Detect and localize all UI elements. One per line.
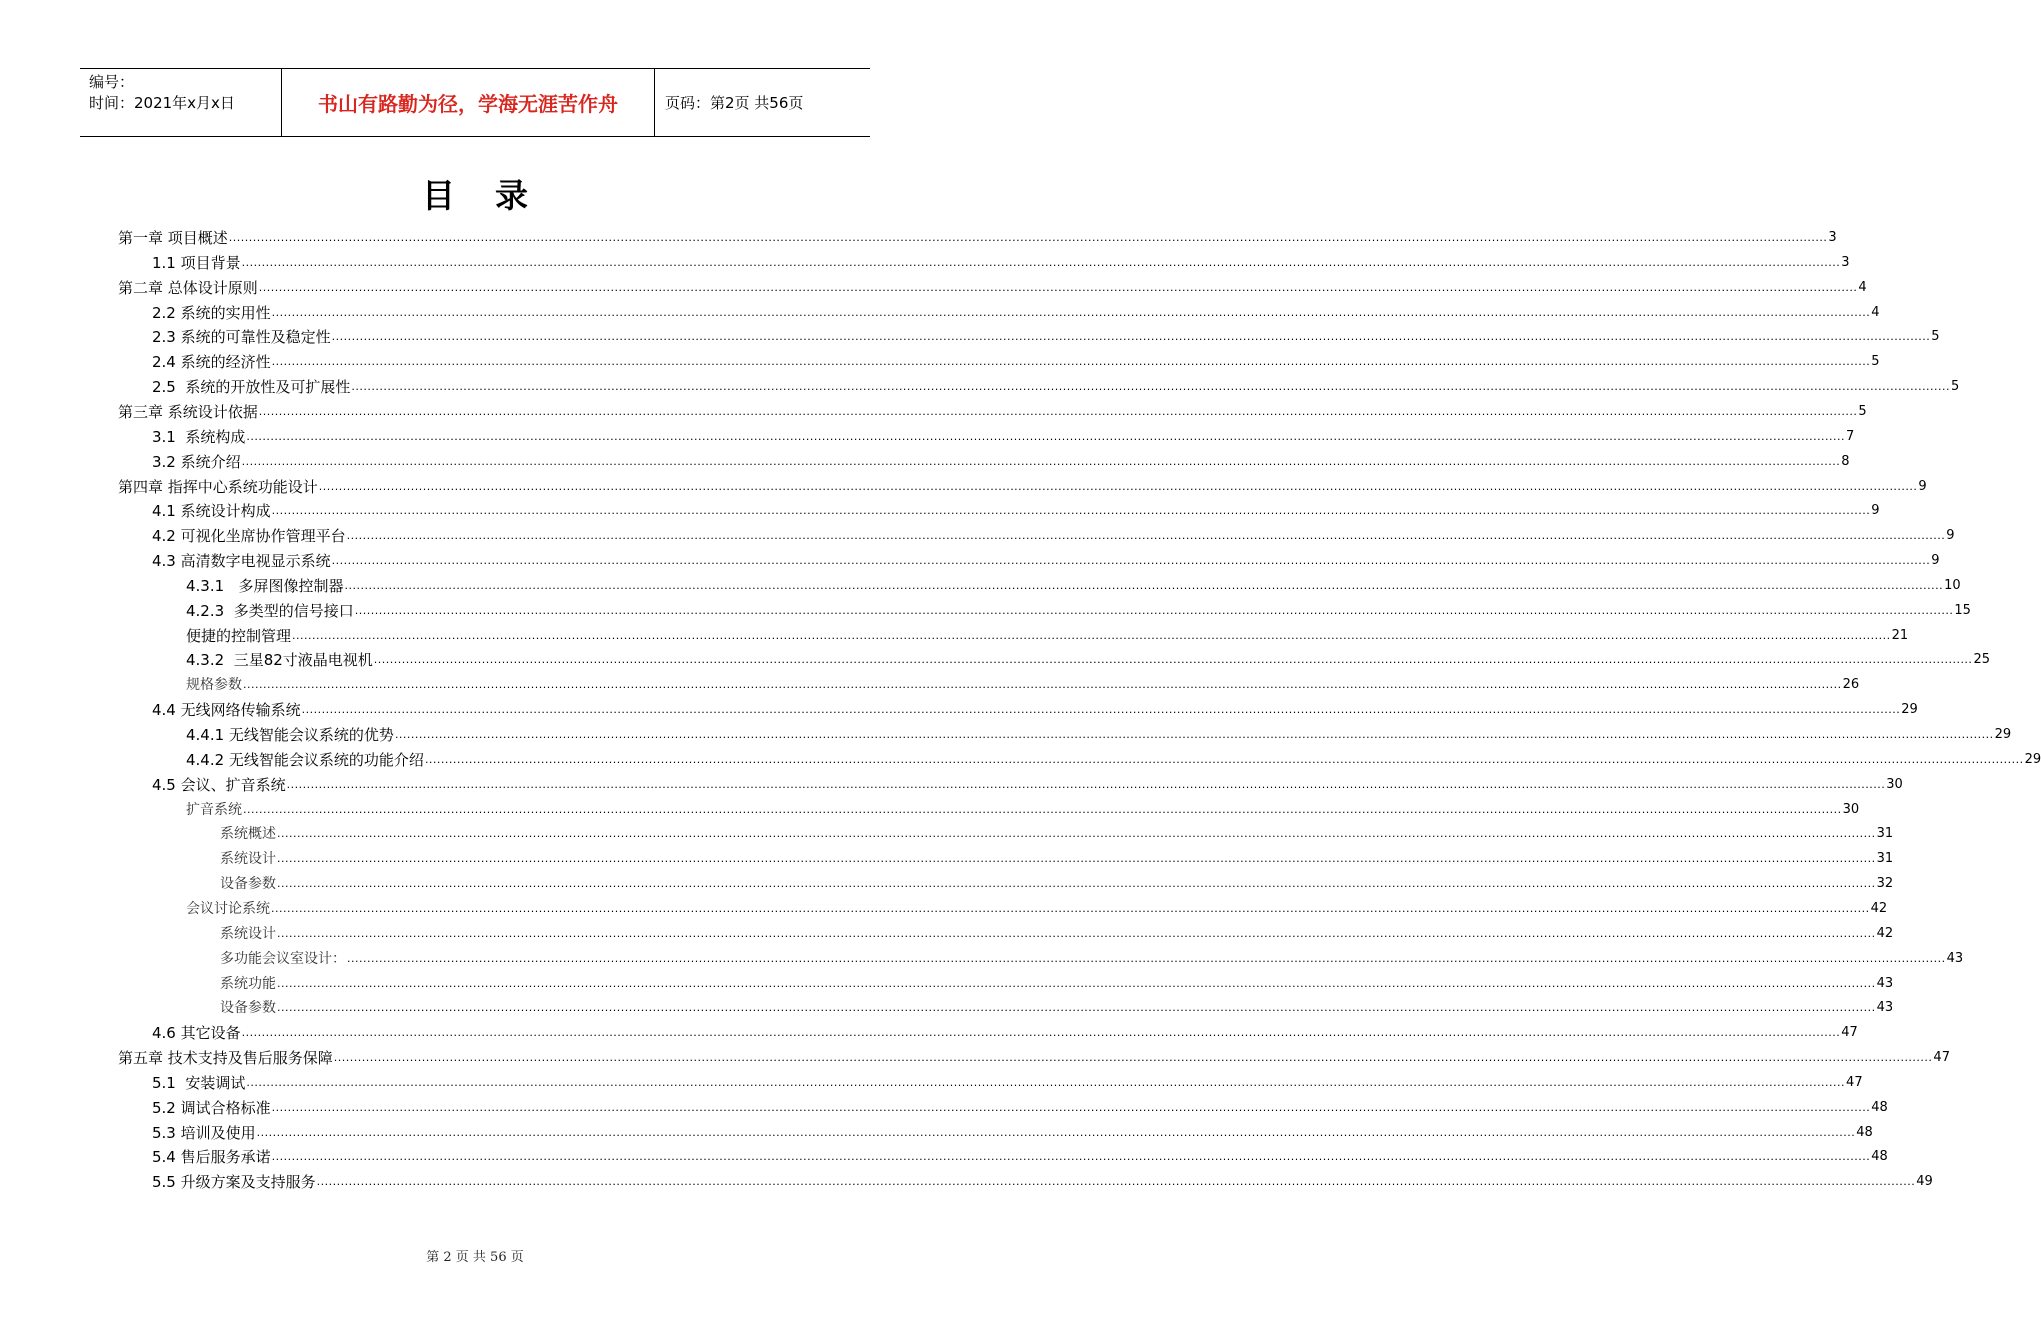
toc-entry[interactable] xyxy=(186,746,2041,770)
toc-entry-page: 4 xyxy=(1871,304,1880,320)
toc-entry-page: 9 xyxy=(1871,503,1880,519)
toc-entry-label: 第五章 技术支持及售后服务保障 xyxy=(118,1049,333,1068)
toc-entry[interactable] xyxy=(152,323,1940,347)
toc-entry-page: 7 xyxy=(1846,428,1855,444)
toc-leader-dots: ................................................................................................................................................................................................................................................................................................................................................................................................................ xyxy=(316,1175,1916,1189)
toc-entry-label: 便捷的控制管理 xyxy=(186,626,292,645)
toc-entry[interactable] xyxy=(152,1119,1873,1143)
toc-leader-dots: ................................................................................................................................................................................................................................................................................................................................................................................................................ xyxy=(394,728,1994,741)
toc-entry[interactable] xyxy=(118,224,1837,248)
toc-entry[interactable] xyxy=(186,597,1971,621)
toc-entry[interactable] xyxy=(220,994,1894,1018)
toc-entry-page: 26 xyxy=(1842,677,1860,693)
page-header xyxy=(80,68,870,137)
toc-entry[interactable] xyxy=(220,970,1894,994)
toc-leader-dots: ................................................................................................................................................................................................................................................................................................................................................................................................................ xyxy=(346,529,1946,543)
toc-entry-label: 第四章 指挥中心系统功能设计 xyxy=(118,477,318,496)
toc-entry[interactable] xyxy=(186,895,1888,919)
toc-entry-label: 设备参数 xyxy=(220,876,276,893)
toc-entry-page: 29 xyxy=(2024,751,2041,767)
toc-leader-dots: ................................................................................................................................................................................................................................................................................................................................................................................................................ xyxy=(246,1075,1846,1089)
toc-entry[interactable] xyxy=(152,249,1850,273)
toc-leader-dots: ................................................................................................................................................................................................................................................................................................................................................................................................................ xyxy=(331,554,1931,568)
toc-entry-label: 2.2 系统的实用性 xyxy=(152,303,271,322)
toc-entry[interactable] xyxy=(152,423,1855,447)
toc-entry-page: 9 xyxy=(1918,478,1927,494)
toc-entry[interactable] xyxy=(220,920,1894,944)
toc-entry[interactable] xyxy=(152,497,1880,521)
toc-leader-dots: ................................................................................................................................................................................................................................................................................................................................................................................................................ xyxy=(333,1051,1933,1065)
toc-entry-label: 4.1 系统设计构成 xyxy=(152,502,271,521)
toc-entry[interactable] xyxy=(186,796,1860,820)
toc-entry-page: 5 xyxy=(1858,403,1867,419)
toc-entry[interactable] xyxy=(152,448,1850,472)
toc-leader-dots: ................................................................................................................................................................................................................................................................................................................................................................................................................ xyxy=(354,603,1954,617)
toc-entry-page: 32 xyxy=(1876,876,1894,892)
header-motto: 书山有路勤为径，学海无涯苦作舟 xyxy=(282,69,655,136)
toc-entry[interactable] xyxy=(152,522,1955,546)
toc-entry-label: 5.1 安装调试 xyxy=(152,1073,246,1092)
toc-entry-label: 4.3.1 多屏图像控制器 xyxy=(186,576,344,595)
toc-entry-label: 5.3 培训及使用 xyxy=(152,1123,256,1142)
toc-title: 目录 xyxy=(422,176,568,215)
toc-leader-dots: ................................................................................................................................................................................................................................................................................................................................................................................................................ xyxy=(271,305,1871,319)
toc-entry[interactable] xyxy=(118,398,1867,422)
toc-entry-page: 47 xyxy=(1841,1025,1858,1041)
toc-entry-page: 4 xyxy=(1858,279,1867,295)
toc-entry[interactable] xyxy=(220,820,1894,844)
toc-entry-page: 42 xyxy=(1870,900,1888,916)
toc-entry-label: 4.6 其它设备 xyxy=(152,1024,241,1043)
toc-leader-dots: ................................................................................................................................................................................................................................................................................................................................................................................................................ xyxy=(271,901,1870,915)
toc-leader-dots: ................................................................................................................................................................................................................................................................................................................................................................................................................ xyxy=(344,578,1944,592)
toc-entry-page: 9 xyxy=(1931,553,1940,569)
toc-leader-dots: ................................................................................................................................................................................................................................................................................................................................................................................................................ xyxy=(347,951,1946,965)
toc-leader-dots: ................................................................................................................................................................................................................................................................................................................................................................................................................ xyxy=(301,703,1901,717)
toc-entry-label: 3.2 系统介绍 xyxy=(152,452,241,471)
toc-leader-dots: ................................................................................................................................................................................................................................................................................................................................................................................................................ xyxy=(241,255,1841,269)
page-footer: 第 2 页 共 56 页 xyxy=(426,1250,524,1265)
toc-entry[interactable] xyxy=(186,646,1990,670)
toc-entry-label: 4.5 会议、扩音系统 xyxy=(152,775,286,794)
toc-entry-page: 30 xyxy=(1842,801,1860,817)
toc-entry-label: 扩音系统 xyxy=(186,801,242,818)
toc-entry[interactable] xyxy=(152,771,1903,795)
toc-entry-label: 多功能会议室设计： xyxy=(220,950,346,967)
toc-entry[interactable] xyxy=(152,547,1940,571)
toc-entry-label: 4.4 无线网络传输系统 xyxy=(152,701,301,720)
toc-entry-page: 3 xyxy=(1841,254,1850,270)
toc-leader-dots: ................................................................................................................................................................................................................................................................................................................................................................................................................ xyxy=(258,280,1858,294)
toc-entry-page: 31 xyxy=(1876,826,1894,842)
toc-entry-page: 48 xyxy=(1856,1124,1873,1140)
toc-leader-dots: ................................................................................................................................................................................................................................................................................................................................................................................................................ xyxy=(277,877,1876,891)
toc-entry[interactable] xyxy=(152,1069,1863,1093)
toc-entry-label: 2.4 系统的经济性 xyxy=(152,353,271,372)
toc-entry-page: 47 xyxy=(1933,1050,1950,1066)
toc-entry[interactable] xyxy=(152,1168,1933,1192)
toc-leader-dots: ................................................................................................................................................................................................................................................................................................................................................................................................................ xyxy=(256,1125,1856,1139)
toc-entry-label: 第一章 项目概述 xyxy=(118,229,228,247)
toc-entry-label: 会议讨论系统 xyxy=(186,900,270,917)
toc-entry-label: 4.2 可视化坐席协作管理平台 xyxy=(152,527,346,546)
toc-leader-dots: ................................................................................................................................................................................................................................................................................................................................................................................................................ xyxy=(228,231,1828,244)
toc-entry[interactable] xyxy=(152,1094,1888,1118)
toc-entry-page: 49 xyxy=(1916,1174,1933,1190)
toc-entry[interactable] xyxy=(186,721,2012,745)
toc-entry-page: 29 xyxy=(1901,702,1918,718)
toc-entry-label: 第二章 总体设计原则 xyxy=(118,278,258,297)
toc-entry[interactable] xyxy=(152,373,1960,397)
toc-entry-page: 5 xyxy=(1871,354,1880,370)
toc-entry-page: 30 xyxy=(1886,776,1903,792)
toc-entry-page: 29 xyxy=(1994,727,2012,742)
toc-leader-dots: ................................................................................................................................................................................................................................................................................................................................................................................................................ xyxy=(243,802,1842,816)
toc-entry-label: 4.4.2 无线智能会议系统的功能介绍 xyxy=(186,750,424,769)
toc-entry-label: 4.3.2 三星82寸液晶电视机 xyxy=(186,651,373,670)
toc-leader-dots: ................................................................................................................................................................................................................................................................................................................................................................................................................ xyxy=(277,976,1876,990)
toc-leader-dots: ................................................................................................................................................................................................................................................................................................................................................................................................................ xyxy=(286,777,1886,791)
document-date: 时间：2021年x月x日 xyxy=(89,94,235,112)
toc-entry-page: 10 xyxy=(1944,577,1961,593)
toc-entry-page: 15 xyxy=(1954,602,1971,618)
toc-entry-page: 42 xyxy=(1876,925,1894,941)
toc-leader-dots: ................................................................................................................................................................................................................................................................................................................................................................................................................ xyxy=(331,330,1931,344)
toc-entry-label: 5.4 售后服务承诺 xyxy=(152,1148,271,1167)
toc-entry-label: 5.2 调试合格标准 xyxy=(152,1098,271,1117)
toc-entry[interactable] xyxy=(118,1044,1950,1068)
toc-entry[interactable] xyxy=(152,696,1918,720)
toc-leader-dots: ................................................................................................................................................................................................................................................................................................................................................................................................................ xyxy=(277,926,1876,940)
toc-entry-label: 4.2.3 多类型的信号接口 xyxy=(186,601,354,620)
toc-entry-label: 4.3 高清数字电视显示系统 xyxy=(152,552,331,571)
toc-entry-page: 31 xyxy=(1876,851,1894,867)
toc-entry-label: 设备参数 xyxy=(220,1000,276,1017)
toc-leader-dots: ................................................................................................................................................................................................................................................................................................................................................................................................................ xyxy=(246,429,1846,443)
toc-entry[interactable] xyxy=(118,473,1927,497)
toc-entry-label: 第三章 系统设计依据 xyxy=(118,402,258,421)
toc-entry[interactable] xyxy=(220,945,1964,969)
toc-leader-dots: ................................................................................................................................................................................................................................................................................................................................................................................................................ xyxy=(292,628,1891,642)
toc-entry-page: 48 xyxy=(1871,1099,1888,1115)
toc-leader-dots: ................................................................................................................................................................................................................................................................................................................................................................................................................ xyxy=(277,827,1876,841)
toc-entry-label: 1.1 项目背景 xyxy=(152,253,241,272)
toc-entry-page: 47 xyxy=(1846,1074,1863,1090)
toc-entry[interactable] xyxy=(220,870,1894,894)
toc-entry-label: 规格参数 xyxy=(186,677,242,694)
toc-leader-dots: ................................................................................................................................................................................................................................................................................................................................................................................................................ xyxy=(271,1150,1871,1164)
toc-entry-page: 43 xyxy=(1876,1000,1894,1016)
toc-leader-dots: ................................................................................................................................................................................................................................................................................................................................................................................................................ xyxy=(277,1001,1876,1015)
header-page-info: 页码：第2页 共56页 xyxy=(665,94,804,112)
toc-entry-page: 9 xyxy=(1946,528,1955,544)
toc-entry[interactable] xyxy=(152,1143,1888,1167)
toc-entry[interactable] xyxy=(152,299,1880,323)
toc-entry-page: 48 xyxy=(1871,1149,1888,1165)
toc-entry[interactable] xyxy=(152,348,1880,372)
toc-entry-label: 4.4.1 无线智能会议系统的优势 xyxy=(186,726,394,744)
toc-entry-page: 43 xyxy=(1876,975,1894,991)
toc-leader-dots: ................................................................................................................................................................................................................................................................................................................................................................................................................ xyxy=(318,479,1918,493)
toc-leader-dots: ................................................................................................................................................................................................................................................................................................................................................................................................................ xyxy=(373,653,1973,667)
toc-leader-dots: ................................................................................................................................................................................................................................................................................................................................................................................................................ xyxy=(241,1026,1841,1040)
toc-entry-page: 5 xyxy=(1931,329,1940,345)
toc-leader-dots: ................................................................................................................................................................................................................................................................................................................................................................................................................ xyxy=(241,454,1841,468)
toc-entry-page: 5 xyxy=(1951,379,1960,395)
toc-leader-dots: ................................................................................................................................................................................................................................................................................................................................................................................................................ xyxy=(271,504,1871,518)
toc-leader-dots: ................................................................................................................................................................................................................................................................................................................................................................................................................ xyxy=(243,678,1842,692)
toc-leader-dots: ................................................................................................................................................................................................................................................................................................................................................................................................................ xyxy=(277,852,1876,866)
toc-entry-label: 系统概述 xyxy=(220,826,276,843)
toc-leader-dots: ................................................................................................................................................................................................................................................................................................................................................................................................................ xyxy=(258,404,1858,418)
toc-entry-page: 21 xyxy=(1891,627,1909,643)
toc-leader-dots: ................................................................................................................................................................................................................................................................................................................................................................................................................ xyxy=(271,355,1871,369)
toc-entry[interactable] xyxy=(186,671,1860,695)
toc-entry-label: 系统设计 xyxy=(220,851,276,868)
toc-leader-dots: ................................................................................................................................................................................................................................................................................................................................................................................................................ xyxy=(351,380,1951,394)
toc-entry[interactable] xyxy=(118,274,1867,298)
toc-entry[interactable] xyxy=(186,622,1909,646)
document-number-label: 编号： xyxy=(89,73,135,91)
toc-leader-dots: ................................................................................................................................................................................................................................................................................................................................................................................................................ xyxy=(271,1100,1871,1114)
toc-entry-label: 3.1 系统构成 xyxy=(152,427,246,446)
toc-entry[interactable] xyxy=(220,845,1894,869)
header-left-cell xyxy=(80,69,282,136)
toc-entry-label: 系统设计 xyxy=(220,925,276,942)
toc-entry[interactable] xyxy=(186,572,1961,596)
toc-entry-page: 3 xyxy=(1828,230,1837,245)
toc-entry-page: 8 xyxy=(1841,453,1850,469)
toc-leader-dots: ................................................................................................................................................................................................................................................................................................................................................................................................................ xyxy=(424,752,2024,766)
toc-entry-label: 2.5 系统的开放性及可扩展性 xyxy=(152,378,351,397)
toc-entry[interactable] xyxy=(152,1019,1858,1043)
toc-entry-label: 系统功能 xyxy=(220,975,276,992)
toc-entry-label: 2.3 系统的可靠性及稳定性 xyxy=(152,328,331,347)
toc-entry-page: 25 xyxy=(1973,652,1990,668)
toc-entry-page: 43 xyxy=(1946,950,1964,966)
toc-entry-label: 5.5 升级方案及支持服务 xyxy=(152,1173,316,1192)
